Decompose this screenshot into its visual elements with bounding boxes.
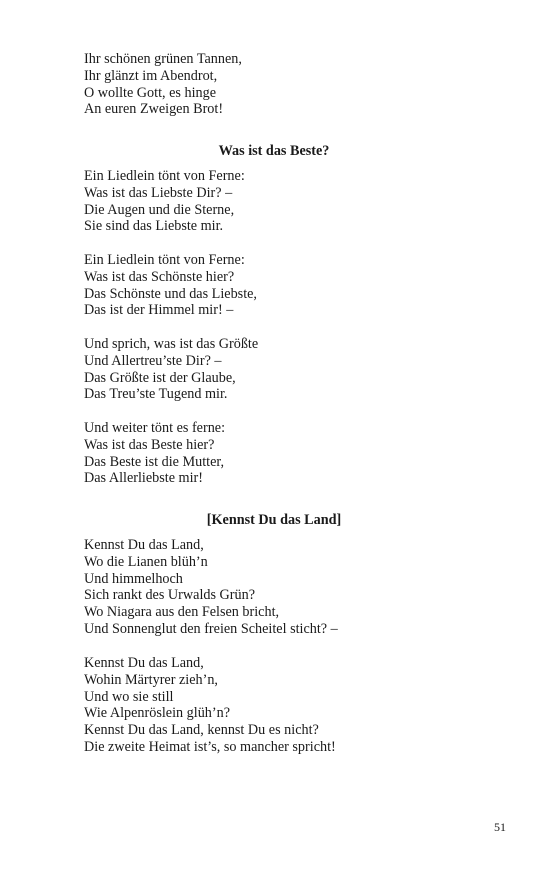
poem-line: Und Sonnenglut den freien Scheitel sticht? – xyxy=(84,620,338,637)
page-number: 51 xyxy=(494,820,506,834)
poem-line: Die zweite Heimat ist’s, so mancher spricht! xyxy=(84,738,336,755)
poem-title: Was ist das Beste? xyxy=(218,143,330,159)
poem-line: Und himmelhoch xyxy=(84,570,183,587)
poem-line: Kennst Du das Land, xyxy=(84,655,204,671)
poem-line: Wie Alpenröslein glüh’n? xyxy=(84,705,230,722)
poem-line: O wollte Gott, es hinge xyxy=(84,84,217,101)
poem-line: Das ist der Himmel mir! – xyxy=(84,302,234,319)
poem-line: Und weiter tönt es ferne: xyxy=(84,420,226,436)
poem-stanza xyxy=(84,537,484,638)
poem-line: Das Allerliebste mir! xyxy=(84,470,203,487)
poem-line: Wohin Märtyrer zieh’n, xyxy=(84,671,218,688)
poem-stanza xyxy=(84,336,484,403)
poem-line: Und Allertreu’ste Dir? – xyxy=(84,352,222,369)
poem-line: Die Augen und die Sterne, xyxy=(84,201,235,218)
poem-line: Ein Liedlein tönt von Ferne: xyxy=(84,252,245,268)
poem-line: Was ist das Liebste Dir? – xyxy=(84,184,233,201)
poem-line: Und wo sie still xyxy=(84,688,174,705)
poem-line: Was ist das Beste hier? xyxy=(84,436,215,453)
poem-line: Sich rankt des Urwalds Grün? xyxy=(84,587,255,604)
poem-line: Wo die Lianen blüh’n xyxy=(84,553,208,570)
poem-line: Und sprich, was ist das Größte xyxy=(84,336,259,352)
poem-line: Kennst Du das Land, xyxy=(84,537,204,553)
poem-line: Ihr glänzt im Abendrot, xyxy=(84,67,218,84)
poem-line: Sie sind das Liebste mir. xyxy=(84,218,224,235)
poem-line: An euren Zweigen Brot! xyxy=(84,101,224,118)
fragment-stanza xyxy=(84,51,484,118)
poem-line: Was ist das Schönste hier? xyxy=(84,268,235,285)
poem-line: Das Größte ist der Glaube, xyxy=(84,369,236,386)
poem-stanza xyxy=(84,420,484,487)
poem-stanza xyxy=(84,168,484,235)
poem-line: Das Treu’ste Tugend mir. xyxy=(84,386,228,403)
poem-line: Wo Niagara aus den Felsen bricht, xyxy=(84,604,280,621)
poem-line: Das Beste ist die Mutter, xyxy=(84,453,225,470)
poem-stanza xyxy=(84,252,484,319)
poem-line: Kennst Du das Land, kennst Du es nicht? xyxy=(84,722,319,739)
poem-stanza xyxy=(84,655,484,756)
poem-line: Ein Liedlein tönt von Ferne: xyxy=(84,168,245,184)
poem-title: [Kennst Du das Land] xyxy=(206,512,342,528)
poem-line: Das Schönste und das Liebste, xyxy=(84,285,257,302)
poem-line: Ihr schönen grünen Tannen, xyxy=(84,51,242,67)
